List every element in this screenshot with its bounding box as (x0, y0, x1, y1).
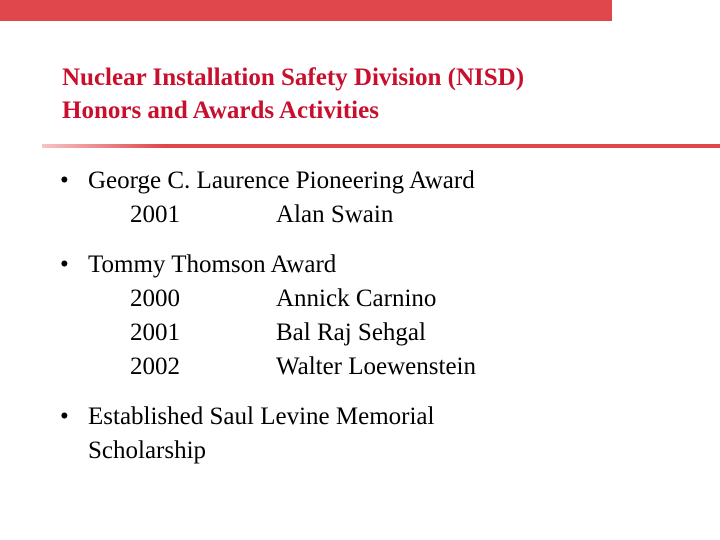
bullet-dot-icon: • (60, 167, 69, 194)
bullet-thomson-award (60, 248, 700, 384)
title-line-1: Nuclear Installation Safety Division (NISD) (62, 64, 525, 91)
award-row (88, 350, 700, 384)
award-recipient: Alan Swain (276, 201, 394, 228)
bullet-laurence-award (60, 164, 700, 232)
award-row (88, 198, 700, 232)
award-recipient: Walter Loewenstein (276, 353, 476, 380)
scholarship-line-1: Established Saul Levine Memorial (88, 403, 435, 430)
bullet-dot-icon: • (60, 251, 69, 278)
award-recipient: Annick Carnino (276, 285, 437, 312)
award-heading: Tommy Thomson Award (88, 251, 337, 278)
title-line-2: Honors and Awards Activities (62, 97, 379, 124)
award-year: 2000 (130, 285, 180, 312)
bullet-levine-scholarship (60, 400, 700, 468)
award-heading: George C. Laurence Pioneering Award (88, 167, 475, 194)
bullet-dot-icon: • (60, 403, 69, 430)
award-row (88, 282, 700, 316)
award-year: 2001 (130, 201, 180, 228)
scholarship-line-2: Scholarship (88, 437, 207, 464)
award-row (88, 316, 700, 350)
award-year: 2002 (130, 353, 180, 380)
award-year: 2001 (130, 319, 180, 346)
slide-body (60, 164, 700, 468)
title-divider (42, 144, 720, 148)
top-accent-bar (0, 0, 612, 21)
slide-title (62, 61, 524, 127)
award-recipient: Bal Raj Sehgal (276, 319, 426, 346)
